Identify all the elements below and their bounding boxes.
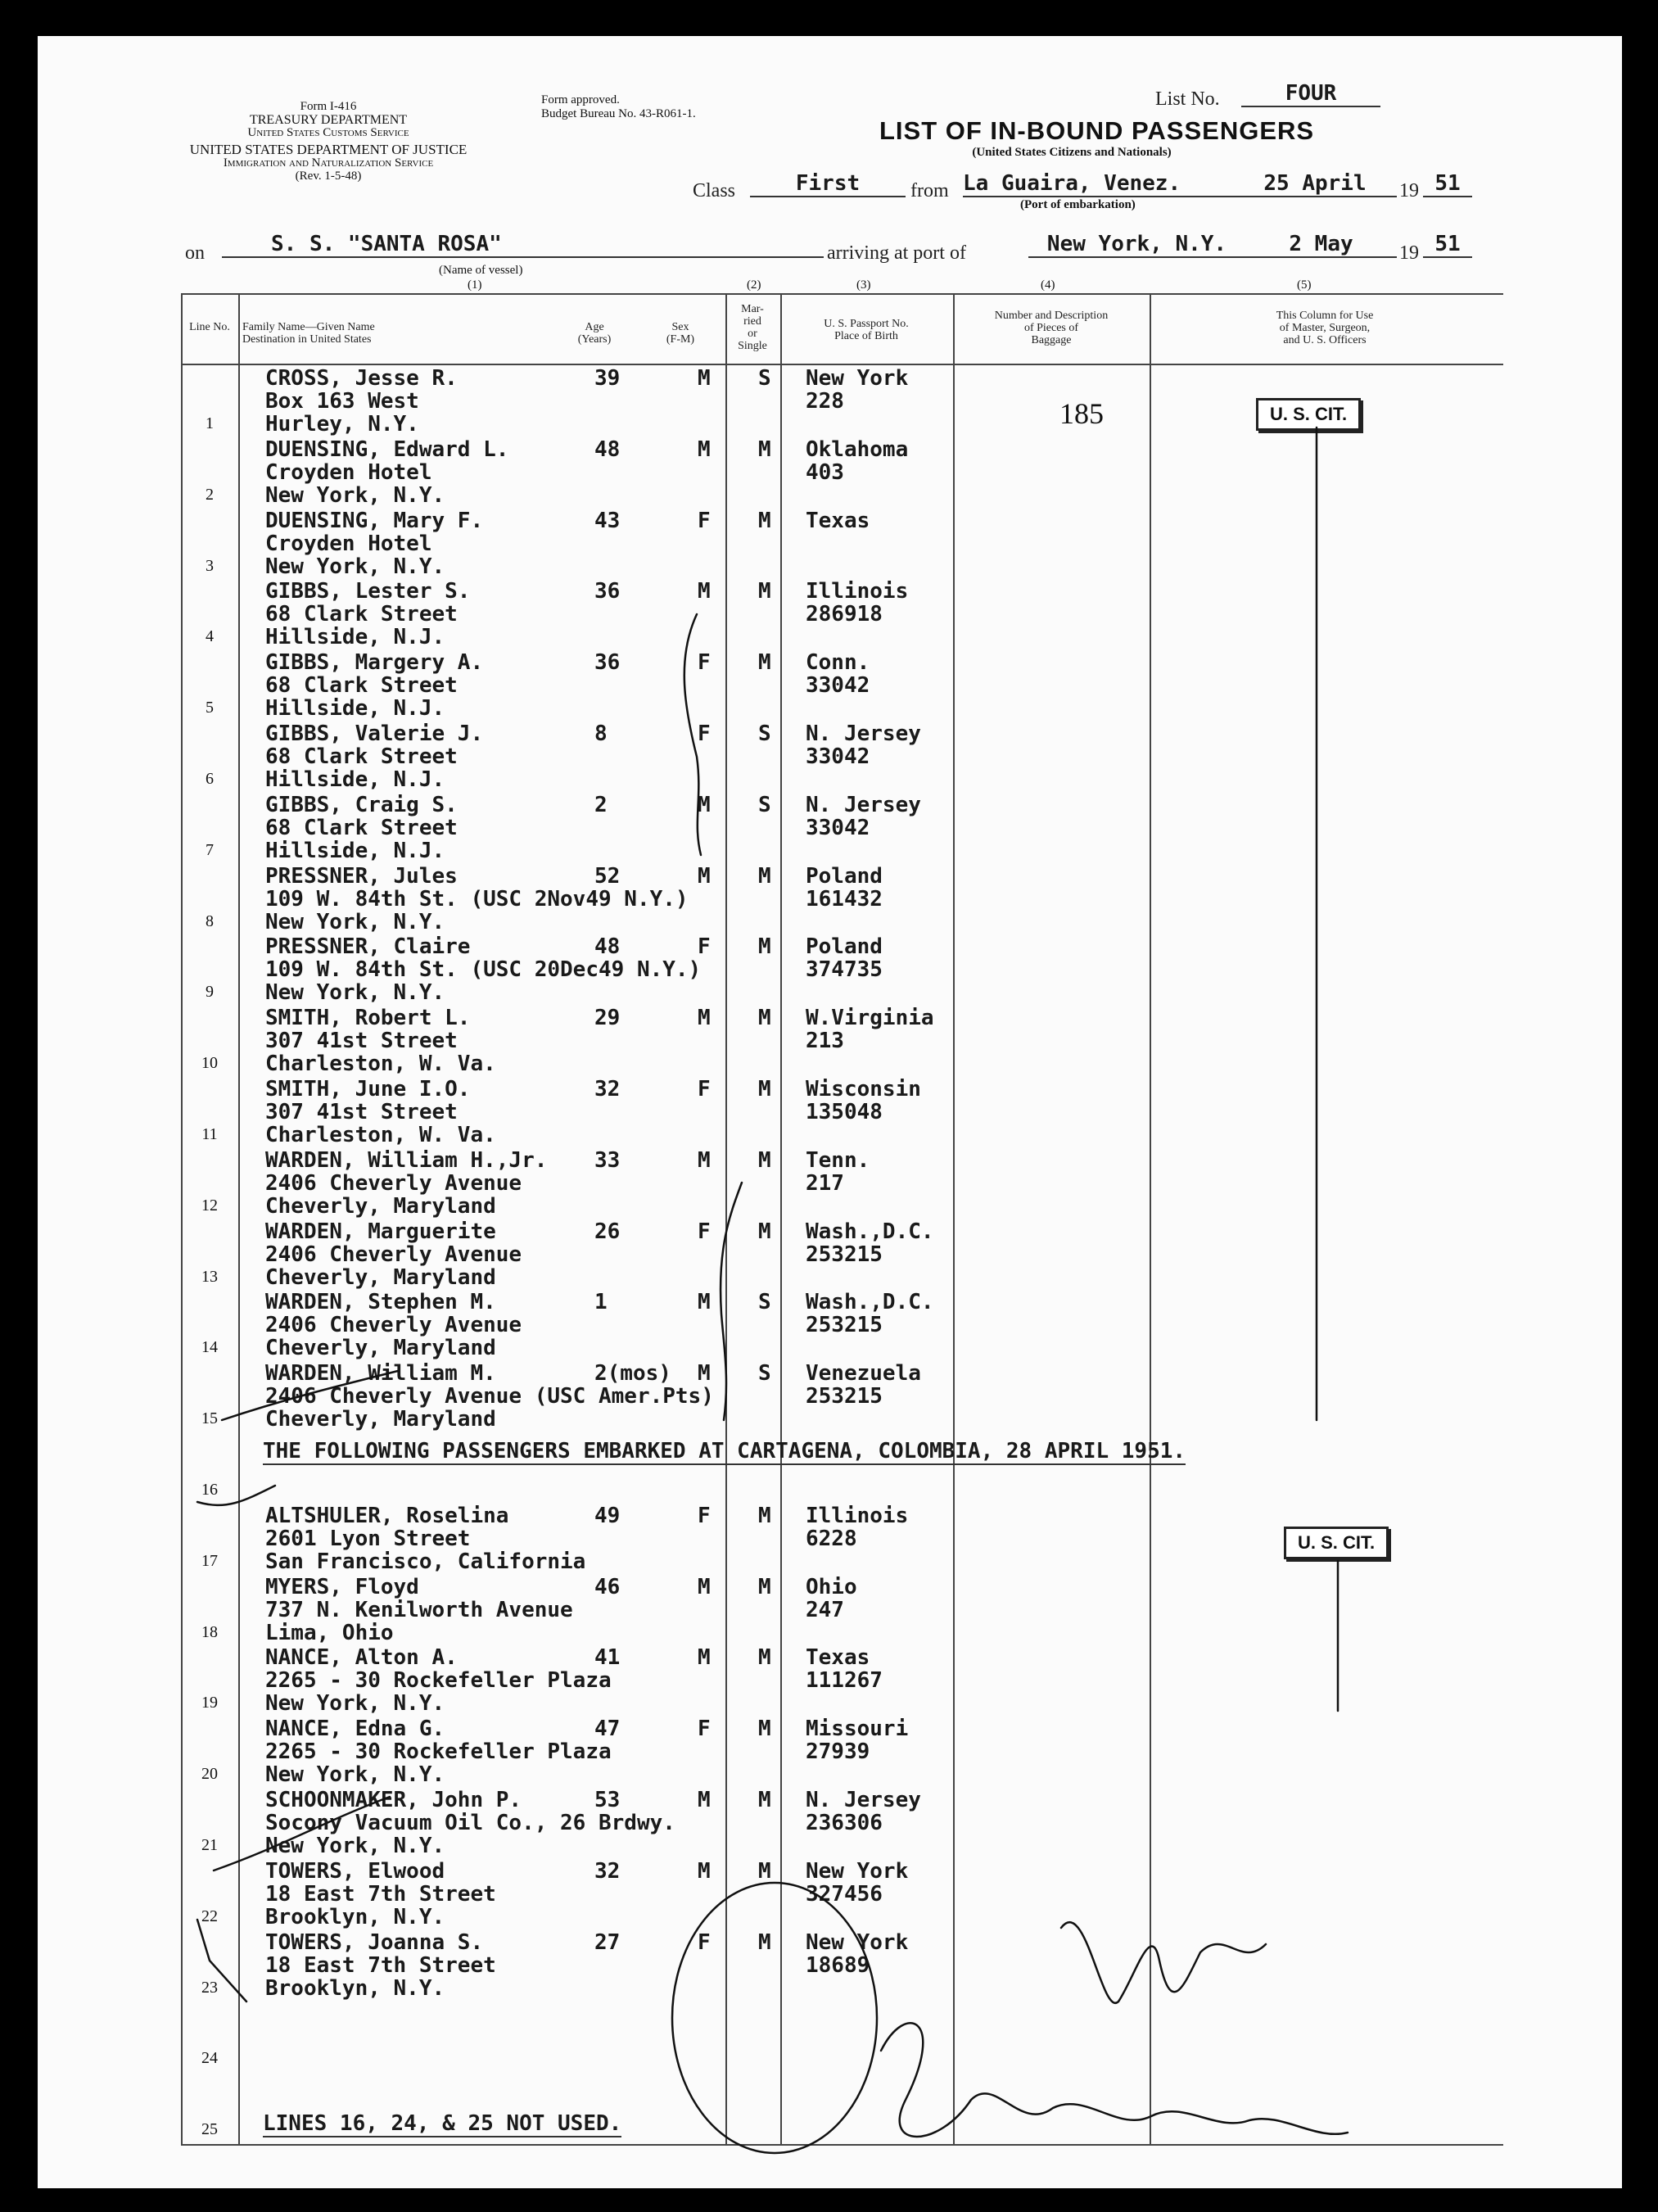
passenger-destination: New York, N.Y. — [265, 1762, 445, 1788]
baggage-count: 185 — [1059, 397, 1104, 430]
passenger-sex: M — [698, 1147, 711, 1173]
line-number: 25 — [201, 2120, 218, 2139]
place-of-birth: Illinois — [806, 1503, 909, 1528]
justice-dept: UNITED STATES DEPARTMENT OF JUSTICE — [189, 142, 468, 157]
unused-lines-note: LINES 16, 24, & 25 NOT USED. — [263, 2111, 622, 2137]
passenger-destination: Hillside, N.J. — [265, 696, 445, 722]
passport-number: 111267 — [806, 1668, 883, 1694]
passenger-age: 48 — [594, 437, 621, 462]
passenger-sex: M — [698, 1858, 711, 1884]
class-value: First — [750, 172, 906, 197]
passenger-age: 2(mos) — [594, 1361, 671, 1386]
passenger-age: 32 — [594, 1077, 621, 1101]
us-citizen-stamp: U. S. CIT. — [1256, 398, 1361, 431]
place-of-birth: N. Jersey — [806, 722, 921, 746]
passenger-destination: Brooklyn, N.Y. — [265, 1904, 445, 1929]
passenger-address: 307 41st Street — [265, 1100, 458, 1124]
line-number: 24 — [201, 2049, 218, 2068]
passenger-destination: New York, N.Y. — [265, 1834, 445, 1858]
passenger-destination: Hillside, N.J. — [265, 767, 445, 792]
marital-status: M — [758, 1929, 771, 1955]
marital-status: M — [758, 1717, 771, 1742]
list-no-label: List No. — [1155, 88, 1220, 110]
passenger-name: NANCE, Edna G. — [265, 1717, 445, 1742]
place-of-birth: Wash.,D.C. — [806, 1290, 934, 1315]
passenger-destination: Hillside, N.J. — [265, 625, 445, 650]
line-number: 12 — [201, 1196, 218, 1215]
passenger-sex: F — [698, 934, 711, 960]
passenger-age: 46 — [594, 1574, 621, 1599]
place-of-birth: Illinois — [806, 579, 909, 604]
passenger-sex: F — [698, 1503, 711, 1528]
passenger-name: DUENSING, Edward L. — [265, 437, 509, 462]
passport-number: 374735 — [806, 957, 883, 983]
col-num-1: (1) — [468, 278, 482, 292]
form-approved: Form approved. — [541, 93, 620, 106]
passenger-sex: M — [698, 579, 711, 604]
marital-status: M — [758, 1858, 771, 1884]
passport-number: 135048 — [806, 1100, 883, 1124]
departure-date: 25 April — [1233, 172, 1397, 197]
passport-number: 6228 — [806, 1526, 857, 1551]
passenger-destination: New York, N.Y. — [265, 980, 445, 1006]
marital-status: S — [758, 366, 771, 391]
passenger-address: 68 Clark Street — [265, 602, 458, 627]
line-number: 2 — [206, 485, 214, 504]
arrival-date: 2 May — [1245, 233, 1397, 258]
marital-status: M — [758, 1788, 771, 1812]
passenger-name: DUENSING, Mary F. — [265, 508, 484, 533]
passenger-sex: F — [698, 1929, 711, 1955]
passenger-sex: M — [698, 437, 711, 462]
line-number: 13 — [201, 1267, 218, 1286]
passenger-address: 2265 - 30 Rockefeller Plaza — [265, 1739, 612, 1765]
marital-status: M — [758, 437, 771, 462]
passenger-name: SCHOONMAKER, John P. — [265, 1788, 522, 1812]
passenger-destination: New York, N.Y. — [265, 909, 445, 934]
col-rule — [1150, 293, 1151, 2146]
passenger-sex: F — [698, 508, 711, 533]
from-label: from — [910, 180, 949, 201]
passenger-sex: M — [698, 792, 711, 817]
passport-number: 33042 — [806, 673, 870, 699]
marital-status: M — [758, 934, 771, 960]
passenger-destination: Hillside, N.J. — [265, 838, 445, 863]
marital-status: M — [758, 1219, 771, 1244]
passenger-name: ALTSHULER, Roselina — [265, 1503, 509, 1528]
col-rule — [725, 293, 727, 2146]
line-number: 4 — [206, 627, 214, 646]
marital-status: M — [758, 1006, 771, 1031]
passenger-destination: New York, N.Y. — [265, 1691, 445, 1717]
form-id: Form I-416 — [300, 100, 357, 113]
place-of-birth: N. Jersey — [806, 792, 921, 817]
passenger-age: 8 — [594, 722, 608, 746]
us-citizen-stamp: U. S. CIT. — [1284, 1527, 1389, 1559]
place-of-birth: Ohio — [806, 1574, 857, 1599]
header-married: Mar- ried or Single — [738, 303, 767, 352]
header-name: Family Name—Given Name Destination in United States — [242, 321, 375, 346]
passenger-age: 53 — [594, 1788, 621, 1812]
passenger-address: 2406 Cheverly Avenue (USC Amer.Pts) — [265, 1384, 714, 1409]
col-rule — [780, 293, 782, 2146]
passenger-address: 18 East 7th Street — [265, 1952, 496, 1978]
line-number: 7 — [206, 840, 214, 859]
year-prefix-2: 19 — [1399, 242, 1419, 264]
passenger-sex: M — [698, 1361, 711, 1386]
port-embarkation-caption: (Port of embarkation) — [1020, 198, 1136, 211]
marital-status: M — [758, 579, 771, 604]
passenger-name: TOWERS, Elwood — [265, 1858, 445, 1884]
passenger-sex: F — [698, 1077, 711, 1101]
marital-status: S — [758, 722, 771, 746]
passenger-address: Croyden Hotel — [265, 531, 432, 556]
form-sheet — [38, 36, 1622, 2188]
passenger-destination: Cheverly, Maryland — [265, 1336, 496, 1361]
vessel-name: S. S. "SANTA ROSA" — [222, 233, 865, 258]
marital-status: M — [758, 863, 771, 889]
passenger-sex: F — [698, 1717, 711, 1742]
line-number: 5 — [206, 699, 214, 717]
passenger-age: 29 — [594, 1006, 621, 1031]
passenger-name: GIBBS, Lester S. — [265, 579, 471, 604]
line-number: 23 — [201, 1978, 218, 1997]
passenger-age: 47 — [594, 1717, 621, 1742]
revision: (Rev. 1-5-48) — [295, 170, 362, 183]
place-of-birth: Tenn. — [806, 1147, 870, 1173]
arrival-year: 51 — [1423, 233, 1472, 258]
line-number: 8 — [206, 911, 214, 930]
col-rule — [238, 293, 240, 2146]
passenger-name: PRESSNER, Jules — [265, 863, 458, 889]
passenger-name: CROSS, Jesse R. — [265, 366, 458, 391]
marital-status: M — [758, 1574, 771, 1599]
marital-status: M — [758, 1077, 771, 1101]
col-num-4: (4) — [1041, 278, 1055, 292]
departure-year: 51 — [1423, 172, 1472, 197]
line-number: 22 — [201, 1907, 218, 1925]
table-bottom-rule — [181, 2144, 1503, 2146]
passenger-address: Croyden Hotel — [265, 459, 432, 485]
passenger-name: NANCE, Alton A. — [265, 1645, 458, 1671]
passenger-address: 2601 Lyon Street — [265, 1526, 471, 1551]
passport-number: 18689 — [806, 1952, 870, 1978]
place-of-birth: Poland — [806, 934, 883, 960]
marital-status: S — [758, 792, 771, 817]
arrival-port: New York, N.Y. — [1028, 233, 1245, 258]
place-of-birth: Texas — [806, 508, 870, 533]
passenger-name: GIBBS, Valerie J. — [265, 722, 484, 746]
passenger-destination: Lima, Ohio — [265, 1620, 394, 1645]
passenger-age: 39 — [594, 366, 621, 391]
budget-bureau: Budget Bureau No. 43-R061-1. — [541, 107, 696, 120]
passenger-destination: Brooklyn, N.Y. — [265, 1975, 445, 2001]
place-of-birth: New York — [806, 1858, 909, 1884]
passport-number: 213 — [806, 1029, 844, 1054]
passenger-name: PRESSNER, Claire — [265, 934, 471, 960]
passenger-age: 52 — [594, 863, 621, 889]
passenger-age: 27 — [594, 1929, 621, 1955]
passenger-age: 48 — [594, 934, 621, 960]
treasury-dept: TREASURY DEPARTMENT — [249, 113, 408, 127]
passport-number: 327456 — [806, 1881, 883, 1907]
passport-number: 253215 — [806, 1384, 883, 1409]
passenger-name: SMITH, Robert L. — [265, 1006, 471, 1031]
line-number: 11 — [201, 1125, 218, 1143]
passenger-name: GIBBS, Craig S. — [265, 792, 458, 817]
line-number: 16 — [201, 1481, 218, 1499]
line-number: 21 — [201, 1836, 218, 1854]
place-of-birth: Conn. — [806, 650, 870, 676]
on-label: on — [185, 242, 205, 264]
passenger-sex: M — [698, 1290, 711, 1315]
table-header-rule — [181, 364, 1503, 365]
place-of-birth: W.Virginia — [806, 1006, 934, 1031]
passenger-name: WARDEN, Stephen M. — [265, 1290, 496, 1315]
passport-number: 253215 — [806, 1313, 883, 1338]
passport-number: 286918 — [806, 602, 883, 627]
passenger-destination: Charleston, W. Va. — [265, 1052, 496, 1077]
marital-status: M — [758, 508, 771, 533]
passenger-sex: M — [698, 1788, 711, 1812]
passport-number: 247 — [806, 1597, 844, 1622]
col-rule — [181, 293, 183, 2146]
passenger-address: 68 Clark Street — [265, 815, 458, 840]
passenger-sex: F — [698, 722, 711, 746]
line-number: 15 — [201, 1409, 218, 1428]
passenger-age: 1 — [594, 1290, 608, 1315]
header-passport: U. S. Passport No. Place of Birth — [824, 318, 909, 342]
passenger-address: 68 Clark Street — [265, 673, 458, 699]
marital-status: M — [758, 1503, 771, 1528]
header-baggage: Number and Description of Pieces of Baggage — [994, 310, 1109, 346]
col-num-2: (2) — [747, 278, 761, 292]
header-age: Age (Years) — [577, 321, 612, 346]
passport-number: 27939 — [806, 1739, 870, 1765]
col-num-5: (5) — [1297, 278, 1312, 292]
passport-number: 161432 — [806, 886, 883, 911]
vessel-caption: (Name of vessel) — [439, 264, 523, 277]
line-number: 10 — [201, 1054, 218, 1073]
line-number: 18 — [201, 1622, 218, 1641]
page-subtitle: (United States Citizens and Nationals) — [972, 146, 1172, 159]
passenger-address: Socony Vacuum Oil Co., 26 Brdwy. — [265, 1811, 675, 1835]
marital-status: M — [758, 1147, 771, 1173]
passenger-sex: M — [698, 1006, 711, 1031]
passenger-address: 2406 Cheverly Avenue — [265, 1242, 522, 1267]
passenger-age: 2 — [594, 792, 608, 817]
passenger-sex: F — [698, 650, 711, 676]
passenger-destination: Cheverly, Maryland — [265, 1407, 496, 1432]
passenger-destination: Cheverly, Maryland — [265, 1193, 496, 1219]
passenger-name: SMITH, June I.O. — [265, 1077, 471, 1101]
table-top-rule — [181, 293, 1503, 295]
place-of-birth: N. Jersey — [806, 1788, 921, 1812]
place-of-birth: New York — [806, 366, 909, 391]
passport-number: 403 — [806, 459, 844, 485]
passenger-age: 43 — [594, 508, 621, 533]
passenger-age: 33 — [594, 1147, 621, 1173]
passenger-address: 307 41st Street — [265, 1029, 458, 1054]
marital-status: S — [758, 1361, 771, 1386]
passport-number: 253215 — [806, 1242, 883, 1267]
marital-status: S — [758, 1290, 771, 1315]
ins-service: Immigration and Naturalization Service — [223, 156, 434, 170]
embarkation-note: THE FOLLOWING PASSENGERS EMBARKED AT CARTAGENA, COLOMBIA, 28 APRIL 1951. — [263, 1439, 1186, 1463]
class-label: Class — [693, 180, 736, 201]
passenger-age: 49 — [594, 1503, 621, 1528]
place-of-birth: Wash.,D.C. — [806, 1219, 934, 1244]
passenger-destination: San Francisco, California — [265, 1549, 586, 1574]
header-line-no: Line No. — [189, 321, 230, 333]
passenger-age: 41 — [594, 1645, 621, 1671]
passenger-address: 109 W. 84th St. (USC 2Nov49 N.Y.) — [265, 886, 689, 911]
passenger-name: GIBBS, Margery A. — [265, 650, 484, 676]
passenger-name: WARDEN, Marguerite — [265, 1219, 496, 1244]
customs-service: United States Customs Service — [247, 126, 409, 139]
passenger-sex: M — [698, 1645, 711, 1671]
passenger-destination: Cheverly, Maryland — [265, 1264, 496, 1290]
line-number: 20 — [201, 1765, 218, 1784]
passport-number: 236306 — [806, 1811, 883, 1835]
passenger-destination: Hurley, N.Y. — [265, 412, 419, 437]
passenger-destination: New York, N.Y. — [265, 554, 445, 579]
passenger-destination: Charleston, W. Va. — [265, 1123, 496, 1147]
place-of-birth: New York — [806, 1929, 909, 1955]
col-rule — [953, 293, 955, 2146]
line-number: 6 — [206, 770, 214, 788]
passenger-sex: F — [698, 1219, 711, 1244]
place-of-birth: Texas — [806, 1645, 870, 1671]
passenger-name: WARDEN, William H.,Jr. — [265, 1147, 548, 1173]
passenger-address: 68 Clark Street — [265, 744, 458, 769]
place-of-birth: Poland — [806, 863, 883, 889]
header-officers: This Column for Use of Master, Surgeon, and U. S. Officers — [1276, 310, 1374, 346]
passenger-destination: New York, N.Y. — [265, 482, 445, 508]
col-num-3: (3) — [856, 278, 871, 292]
passenger-age: 36 — [594, 650, 621, 676]
passenger-address: 18 East 7th Street — [265, 1881, 496, 1907]
passenger-age: 36 — [594, 579, 621, 604]
passport-number: 217 — [806, 1170, 844, 1196]
line-number: 19 — [201, 1694, 218, 1712]
passenger-address: 2265 - 30 Rockefeller Plaza — [265, 1668, 612, 1694]
place-of-birth: Missouri — [806, 1717, 909, 1742]
passport-number: 33042 — [806, 815, 870, 840]
page-title: LIST OF IN-BOUND PASSENGERS — [879, 116, 1315, 145]
line-number: 3 — [206, 556, 214, 575]
place-of-birth: Wisconsin — [806, 1077, 921, 1101]
embarkation-port: La Guaira, Venez. — [963, 172, 1233, 197]
passenger-sex: M — [698, 1574, 711, 1599]
passenger-address: 2406 Cheverly Avenue — [265, 1170, 522, 1196]
passenger-age: 32 — [594, 1858, 621, 1884]
passenger-name: WARDEN, William M. — [265, 1361, 496, 1386]
marital-status: M — [758, 1645, 771, 1671]
arriving-label: arriving at port of — [824, 242, 969, 265]
line-number: 17 — [201, 1551, 218, 1570]
place-of-birth: Venezuela — [806, 1361, 921, 1386]
passenger-sex: M — [698, 366, 711, 391]
line-number: 14 — [201, 1338, 218, 1357]
passenger-address: 109 W. 84th St. (USC 20Dec49 N.Y.) — [265, 957, 702, 983]
passenger-age: 26 — [594, 1219, 621, 1244]
line-number: 1 — [206, 414, 214, 432]
passenger-address: 2406 Cheverly Avenue — [265, 1313, 522, 1338]
passenger-address: 737 N. Kenilworth Avenue — [265, 1597, 573, 1622]
marital-status: M — [758, 650, 771, 676]
passport-number: 228 — [806, 389, 844, 414]
passenger-address: Box 163 West — [265, 389, 419, 414]
passenger-name: MYERS, Floyd — [265, 1574, 419, 1599]
passport-number: 33042 — [806, 744, 870, 769]
passenger-name: TOWERS, Joanna S. — [265, 1929, 484, 1955]
year-prefix: 19 — [1399, 180, 1419, 201]
header-sex: Sex (F-M) — [666, 321, 695, 346]
line-number: 9 — [206, 983, 214, 1002]
list-no-value: FOUR — [1241, 82, 1380, 107]
passenger-sex: M — [698, 863, 711, 889]
place-of-birth: Oklahoma — [806, 437, 909, 462]
